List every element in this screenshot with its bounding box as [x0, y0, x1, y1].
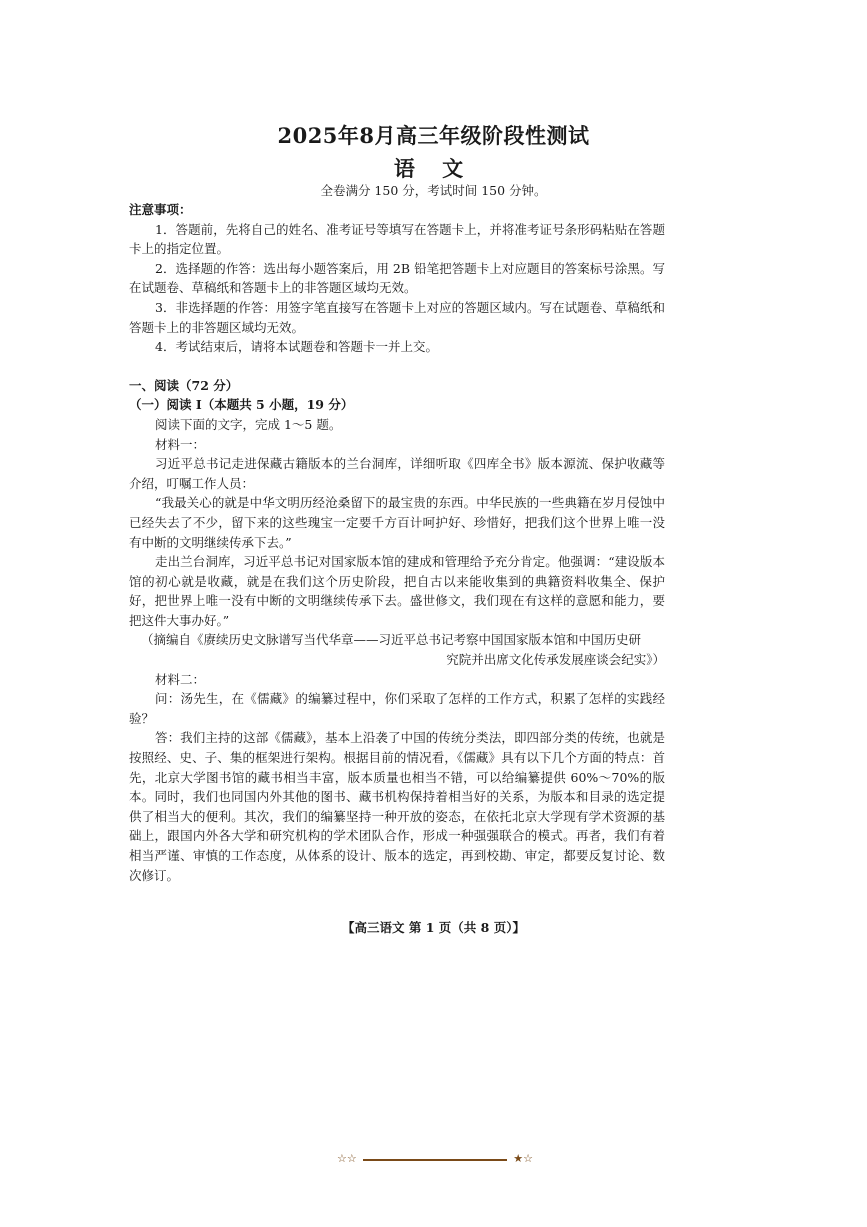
interview-question: 问：汤先生，在《儒藏》的编纂过程中，你们采取了怎样的工作方式，积累了怎样的实践经验？ [129, 691, 665, 726]
exam-title: 2025年8月高三年级阶段性测试 [277, 123, 590, 148]
bottom-ornament [337, 1151, 533, 1167]
source-citation: （摘编自《赓续历史文脉谱写当代华章——习近平总书记考察中国国家版本馆和中国历史研 [141, 632, 642, 648]
reading-instruction: 阅读下面的文字，完成 1～5 题。 [155, 416, 342, 432]
section-heading: 一、阅读（72 分） [129, 377, 239, 393]
score-time-line: 全卷满分 150 分，考试时间 150 分钟。 [320, 183, 547, 198]
material-label: 材料二： [155, 671, 206, 687]
material-label: 材料一： [155, 436, 206, 452]
subsection-heading: （一）阅读 I（本题共 5 小题，19 分） [129, 397, 354, 413]
subject-title: 语 文 [393, 156, 474, 181]
material-paragraph: 走出兰台洞库，习近平总书记对国家版本馆的建成和管理给予充分肯定。他强调：“建设版本馆的初心就是收藏，就是在我们这个历史阶段，把自古以来能收集到的典籍资料收集全、保护好，把世界上唯一没有中断的文明继续传承下去。盛世修文，我们现在有这样的意愿和能力，要把这件大事办好。” [129, 554, 665, 628]
notice-item: 1．答题前，先将自己的姓名、准考证号等填写在答题卡上，并将准考证号条形码粘贴在答题卡上的指定位置。 [129, 221, 665, 257]
source-citation-cont: 究院并出席文化传承发展座谈会纪实》） [446, 652, 665, 668]
notice-item: 2．选择题的作答：选出每小题答案后，用 2B 铅笔把答题卡上对应题目的答案标号涂黑。写在试题卷、草稿纸和答题卡上的非答题区域均无效。 [129, 260, 665, 296]
page-footer: 【高三语文 第 1 页（共 8 页）】 [342, 920, 525, 935]
notice-heading: 注意事项： [129, 202, 192, 217]
star-ornament-icon: ☆☆ [337, 1152, 357, 1165]
ornament-rule [363, 1159, 507, 1161]
exam-content [129, 200, 665, 885]
notice-item: 4．考试结束后，请将本试题卷和答题卡一并上交。 [155, 339, 438, 355]
notice-item: 3．非选择题的作答：用签字笔直接写在答题卡上对应的答题区域内。写在试题卷、草稿纸和答题卡上的非答题区域均无效。 [129, 299, 665, 335]
section-spacer [129, 357, 665, 376]
star-ornament-icon: ★☆ [513, 1152, 533, 1165]
material-paragraph: “我最关心的就是中华文明历经沧桑留下的最宝贵的东西。中华民族的一些典籍在岁月侵蚀中已经失去了不少，留下来的这些瑰宝一定要千方百计呵护好、珍惜好，把我们这个世界上唯一没有中断的文明继续传承下去。” [129, 495, 665, 550]
material-paragraph: 习近平总书记走进保藏古籍版本的兰台洞库，详细听取《四库全书》版本源流、保护收藏等介绍，叮嘱工作人员： [129, 456, 665, 491]
interview-answer: 答：我们主持的这部《儒藏》，基本上沿袭了中国的传统分类法，即四部分类的传统，也就是按照经、史、子、集的框架进行架构。根据目前的情况看，《儒藏》具有以下几个方面的特点：首先，北京大学图书馆的藏书相当丰富，版本质量也相当不错，可以给编纂提供 60%～70%的版本。同时，我们也同国内外其他的图书、藏书机构保持着相当好的关系，为版本和目录的选定提供了相当大的便利。其次，我们的编纂坚持一种开放的姿态，在依托北京大学现有学术资源的基础上，跟国内外各大学和研究机构的学术团队合作，形成一种强强联合的模式。再者，我们有着相当严谨、审慎的工作态度，从体系的设计、版本的选定，再到校勘、审定，都要反复讨论、数次修订。 [129, 730, 665, 883]
